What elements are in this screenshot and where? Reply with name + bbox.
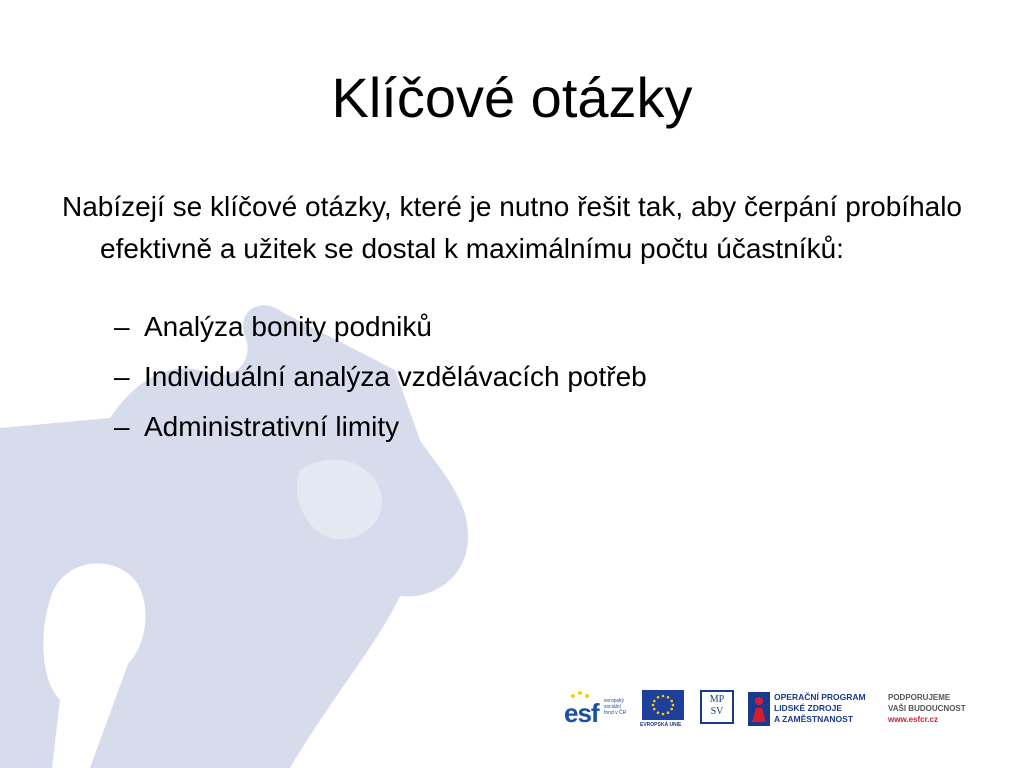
mpsv-logo [700, 690, 734, 724]
dash-marker: – [114, 411, 130, 442]
esf-mark: esf [564, 698, 599, 728]
mpsv-line: SV [710, 706, 724, 717]
op-program-name: OPERAČNÍ PROGRAM LIDSKÉ ZDROJE A ZAMĚSTNANOST [774, 692, 866, 724]
esf-caption: evropský sociální fond v ČR [604, 698, 627, 716]
eu-caption: EVROPSKÁ UNIE [640, 722, 682, 728]
sub-bullet-item [62, 356, 962, 398]
esf-url-link[interactable]: www.esfcr.cz [888, 715, 938, 724]
intro-paragraph: Nabízejí se klíčové otázky, které je nutno řešit tak, aby čerpání probíhalo efektivně a užitek se dostal k maximálnímu počtu účastníků: [62, 191, 962, 264]
dash-marker: – [114, 361, 130, 392]
footer-logo-strip [560, 684, 980, 734]
eu-flag-icon [642, 690, 684, 720]
mpsv-line: MP [709, 694, 725, 705]
support-slogan: PODPORUJEME VAŠI BUDOUCNOST www.esfcr.cz [888, 693, 966, 724]
slide-body [62, 186, 962, 456]
sub-bullet-item [62, 406, 962, 448]
sub-bullet-text: Analýza bonity podniků [144, 311, 432, 342]
sub-bullet-list [62, 306, 962, 448]
op-people-icon [748, 692, 770, 726]
slide-title: Klíčové otázky [331, 66, 693, 129]
dash-marker: – [114, 311, 130, 342]
sub-bullet-text: Administrativní limity [144, 411, 400, 442]
sub-bullet-item [62, 306, 962, 348]
sub-bullet-text: Individuální analýza vzdělávacích potřeb [144, 361, 647, 392]
